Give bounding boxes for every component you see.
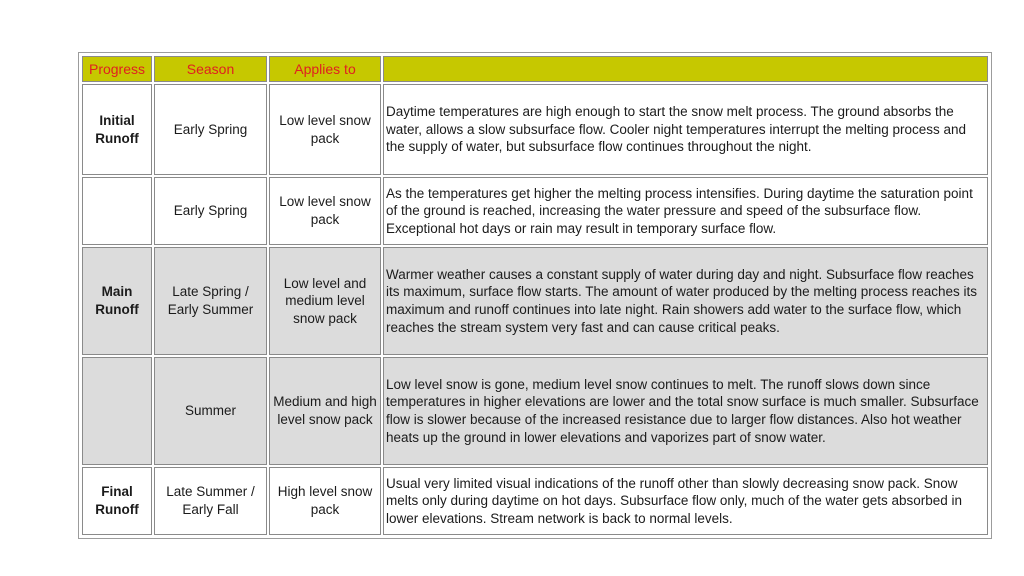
description-cell: Usual very limited visual indications of the runoff other than slowly decreasing snow pack. Snow melts only during daytime on hot days. Subsurface flow only, much of the water gets absorbed in lower elevations. Stream network is back to normal levels.: [383, 467, 988, 535]
season-cell: Summer: [154, 357, 267, 465]
season-cell: Early Spring: [154, 84, 267, 175]
applies-to-cell: Low level and medium level snow pack: [269, 247, 381, 355]
progress-cell: Final Runoff: [82, 467, 152, 535]
table-row: [82, 357, 988, 465]
description-cell: Low level snow is gone, medium level snow continues to melt. The runoff slows down since temperatures in higher elevations are lower and the total snow surface is much smaller. Subsurface flow is slower because of the increased resistance due to larger flow distances. Also hot weather heats up the ground in lower elevations and vaporizes part of snow water.: [383, 357, 988, 465]
applies-to-cell: Low level snow pack: [269, 84, 381, 175]
table-row: [82, 177, 988, 245]
progress-cell: Main Runoff: [82, 247, 152, 355]
applies-to-cell: High level snow pack: [269, 467, 381, 535]
table-header-row: [82, 56, 988, 82]
progress-cell: [82, 177, 152, 245]
table-row: [82, 84, 988, 175]
header-progress: Progress: [82, 56, 152, 82]
header-description: [383, 56, 988, 82]
progress-cell: Initial Runoff: [82, 84, 152, 175]
header-applies-to: Applies to: [269, 56, 381, 82]
snow-runoff-table-container: [78, 52, 992, 539]
description-cell: Warmer weather causes a constant supply of water during day and night. Subsurface flow reaches its maximum, surface flow starts. The amount of water produced by the melting process reaches its maximum and runoff continues into late night. Rain showers add water to the surface flow, which reaches the stream system very fast and can cause critical peaks.: [383, 247, 988, 355]
table-row: [82, 247, 988, 355]
snow-runoff-table: [80, 54, 990, 537]
table-row: [82, 467, 988, 535]
description-cell: As the temperatures get higher the melting process intensifies. During daytime the saturation point of the ground is reached, increasing the water pressure and speed of the subsurface flow. Exceptional hot days or rain may result in temporary surface flow.: [383, 177, 988, 245]
progress-cell: [82, 357, 152, 465]
applies-to-cell: Low level snow pack: [269, 177, 381, 245]
header-season: Season: [154, 56, 267, 82]
applies-to-cell: Medium and high level snow pack: [269, 357, 381, 465]
season-cell: Late Spring / Early Summer: [154, 247, 267, 355]
description-cell: Daytime temperatures are high enough to start the snow melt process. The ground absorbs the water, allows a slow subsurface flow. Cooler night temperatures interrupt the melting process and the supply of water, but subsurface flow continues throughout the night.: [383, 84, 988, 175]
season-cell: Late Summer / Early Fall: [154, 467, 267, 535]
season-cell: Early Spring: [154, 177, 267, 245]
